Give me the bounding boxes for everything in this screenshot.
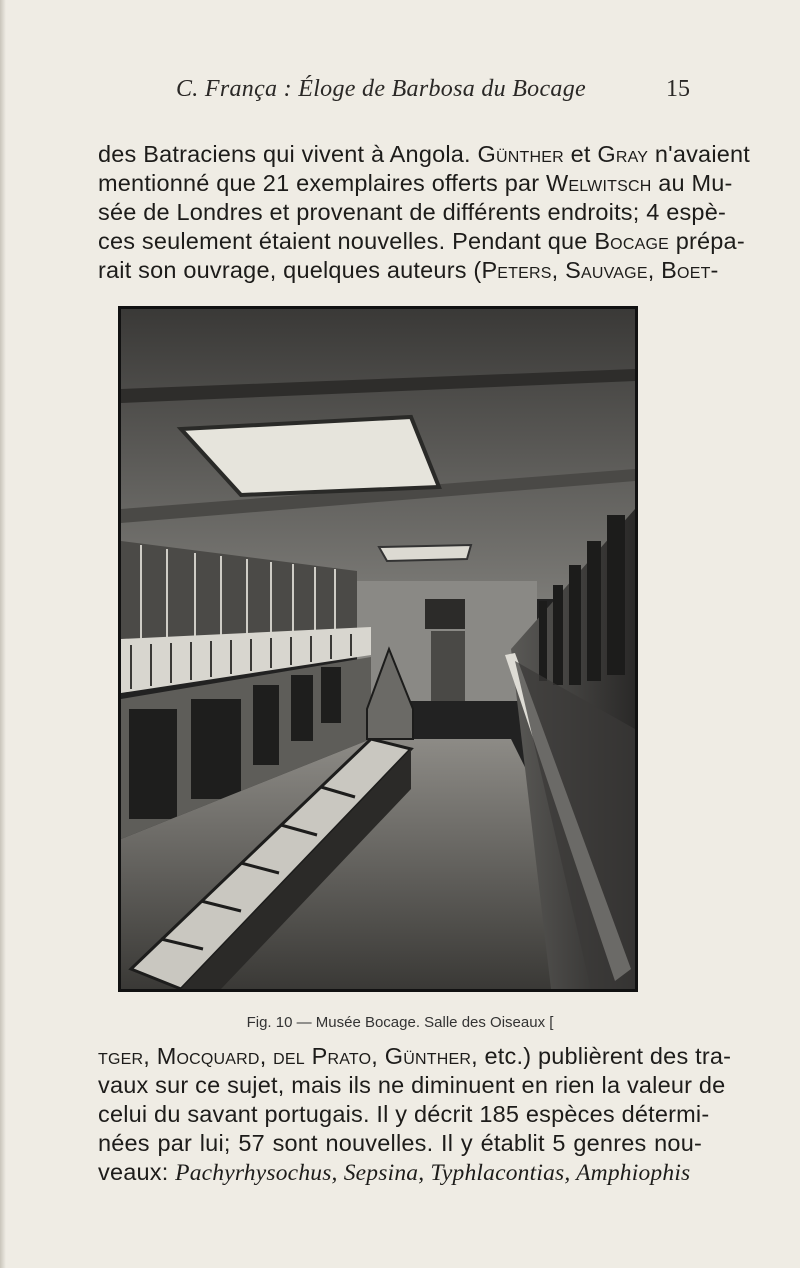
author-name: Sauvage xyxy=(565,257,648,283)
author-name: Boet- xyxy=(661,257,719,283)
paragraph-bottom xyxy=(98,1042,732,1188)
author-name: tger xyxy=(98,1043,144,1069)
paragraph-top xyxy=(98,140,751,285)
author-name: Welwitsch xyxy=(546,170,652,196)
author-name: Peters xyxy=(481,257,552,283)
text-line: vaux sur ce sujet, mais ils ne diminuent en rien la valeur de xyxy=(98,1072,726,1098)
author-name: del Prato xyxy=(273,1043,372,1069)
page-edge xyxy=(0,0,6,1268)
text-line: celui du savant portugais. Il y décrit 185 espèces détermi- xyxy=(98,1101,710,1127)
author-name: Mocquard xyxy=(156,1043,260,1069)
doorway xyxy=(431,631,465,701)
page-number: 15 xyxy=(666,76,690,102)
text-line: mentionné que 21 exemplaires offerts par Welwitsch au Mu- xyxy=(98,170,733,196)
text-line: des Batraciens qui vivent à Angola. Günther et Gray n'avaient xyxy=(98,141,751,167)
author-name: Bocage xyxy=(594,228,669,254)
back-portrait xyxy=(425,599,465,629)
author-name: Günther xyxy=(477,141,564,167)
author-name: Gray xyxy=(597,141,649,167)
text-line: tger, Mocquard, del Prato, Günther, etc.) publièrent des tra- xyxy=(98,1043,732,1069)
museum-hall-photograph xyxy=(118,306,638,992)
skylight xyxy=(379,545,471,561)
author-name: Günther xyxy=(384,1043,472,1069)
running-title: C. França : Éloge de Barbosa du Bocage xyxy=(176,76,586,102)
text-line: nées par lui; 57 sont nouvelles. Il y établit 5 genres nou- xyxy=(98,1130,702,1156)
photo-illustration xyxy=(121,309,635,989)
genera-names: Pachyrhysochus, Sepsina, Typhlacontias, Amphiophis xyxy=(175,1160,691,1186)
running-header xyxy=(170,76,690,116)
text-line: sée de Londres et provenant de différents endroits; 4 espè- xyxy=(98,199,726,225)
text-line: rait son ouvrage, quelques auteurs (Peters, Sauvage, Boet- xyxy=(98,257,719,283)
figure-caption: Fig. 10 — Musée Bocage. Salle des Oiseaux [ xyxy=(246,1014,554,1031)
text-line: veaux: Pachyrhysochus, Sepsina, Typhlacontias, Amphiophis xyxy=(98,1159,691,1186)
text-line: ces seulement étaient nouvelles. Pendant que Bocage prépa- xyxy=(98,228,745,254)
